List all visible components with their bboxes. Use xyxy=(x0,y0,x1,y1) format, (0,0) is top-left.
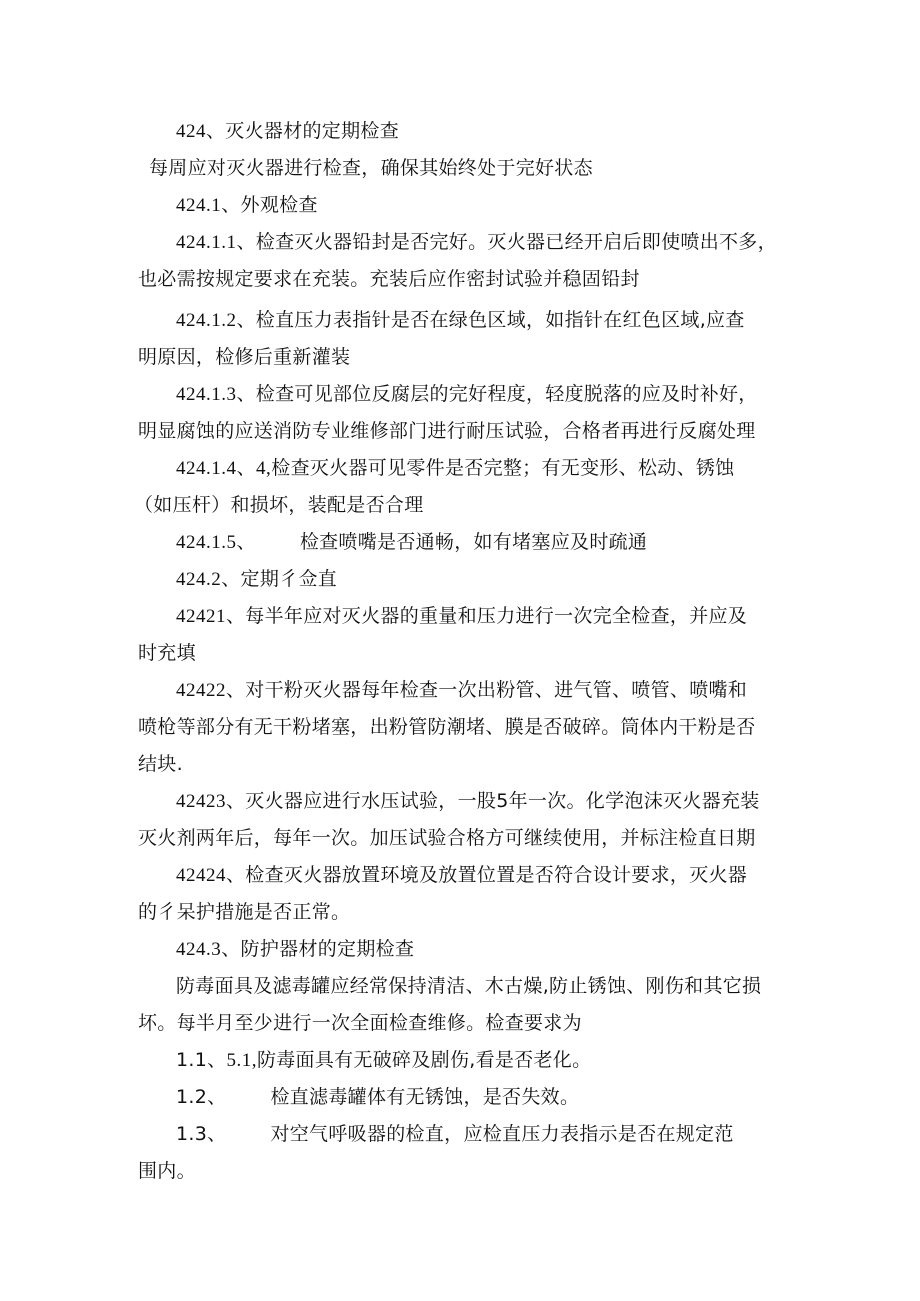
item-separator: 、 xyxy=(207,1086,227,1108)
item-42422-continued-2 xyxy=(138,751,183,777)
item-number: 42423 xyxy=(176,791,226,812)
item-1-2 xyxy=(176,1084,579,1110)
item-number: 424.1.3 xyxy=(176,384,237,405)
item-text: 检直滤毒罐体有无锈蚀，是否失效。 xyxy=(270,1086,580,1108)
item-42424 xyxy=(176,862,747,889)
item-42413 xyxy=(176,381,758,408)
item-number: 42422 xyxy=(176,680,226,701)
item-42412-continued xyxy=(138,344,350,370)
item-number: 1.1 xyxy=(176,1049,208,1071)
item-text: 检查灭火器可见零件是否完整；有无变形、松动、锈蚀 xyxy=(271,457,735,479)
item-number: 424.1.5 xyxy=(176,532,237,553)
item-number: 42421 xyxy=(176,606,226,627)
item-sub-number: 、4, xyxy=(236,458,272,479)
item-42411 xyxy=(176,229,777,256)
section-424-heading xyxy=(176,118,399,145)
item-number: 1.3 xyxy=(176,1123,208,1145)
item-42422-continued xyxy=(138,714,756,740)
item-sub-number: 5.1, xyxy=(226,1050,257,1071)
item-42422 xyxy=(176,677,747,704)
item-1-3-continued xyxy=(138,1158,196,1184)
item-42424-continued xyxy=(138,899,350,925)
item-text-cont: 时充填 xyxy=(138,642,196,664)
item-text-cont: 明原因，检修后重新灌装 xyxy=(138,346,351,368)
item-42421 xyxy=(176,603,747,630)
paragraph-text: 每周应对灭火器进行检查，确保其始终处于完好状态 xyxy=(149,157,593,179)
item-text-cont: （如压杆）和损坏，装配是否合理 xyxy=(134,494,424,516)
item-number: 424.1.2 xyxy=(176,310,237,331)
section-number: 424.3 xyxy=(176,939,222,960)
item-42413-continued xyxy=(138,418,756,444)
section-4243-heading xyxy=(176,936,414,963)
item-text: 对空气呼吸器的检直，应检直压力表指示是否在规定范 xyxy=(270,1123,734,1145)
item-42415 xyxy=(176,529,647,556)
item-42414-continued xyxy=(134,492,424,518)
item-text: 、检查灭火器放置环境及放置位置是否符合设计要求，灭火器 xyxy=(226,864,748,886)
paragraph-text-cont: 坏。每半月至少进行一次全面检查维修。检查要求为 xyxy=(138,1012,582,1034)
item-text: 、检直压力表指针是否在绿色区域，如指针在红色区域,应查 xyxy=(236,309,745,331)
section-number: 424.1 xyxy=(176,195,222,216)
item-text: 、对干粉灭火器每年检查一次出粉管、进气管、喷管、喷嘴和 xyxy=(226,679,748,701)
item-separator: 、 xyxy=(236,531,256,553)
item-text: 检查喷嘴是否通畅，如有堵塞应及时疏通 xyxy=(299,531,648,553)
item-number: 1.2 xyxy=(176,1086,208,1108)
item-text-cont: 喷枪等部分有无干粉堵塞，出粉管防潮堵、膜是否破碎。筒体内干粉是否 xyxy=(138,716,756,738)
section-title: 、防护器材的定期检查 xyxy=(221,938,415,960)
section-4241-heading xyxy=(176,192,318,219)
item-text-cont: 灭火剂两年后，每年一次。加压试验合格方可继续使用，并标注检直日期 xyxy=(138,827,756,849)
section-number: 424.2 xyxy=(176,569,222,590)
item-text-cont: 围内。 xyxy=(138,1160,196,1182)
item-text: 防毒面具有无破碎及剧伤,看是否老化。 xyxy=(256,1049,592,1071)
item-text-cont: 结块. xyxy=(138,753,183,775)
item-42423-continued xyxy=(138,825,756,851)
item-1-3 xyxy=(176,1121,734,1147)
item-42412 xyxy=(176,307,745,334)
item-number: 424.1.1 xyxy=(176,232,237,253)
item-separator: 、 xyxy=(207,1049,227,1071)
item-text-cont: 也必需按规定要求在充装。充装后应作密封试验并稳固铅封 xyxy=(138,268,640,290)
item-42421-continued xyxy=(138,640,196,666)
item-text: 、检查灭火器铅封是否完好。灭火器已经开启后即使喷出不多， xyxy=(236,231,777,253)
section-title: 、定期彳佥直 xyxy=(221,568,338,590)
item-text-cont: 明显腐蚀的应送消防专业维修部门进行耐压试验，合格者再进行反腐处理 xyxy=(138,420,756,442)
item-1-1 xyxy=(176,1047,591,1074)
paragraph-text: 防毒面具及滤毒罐应经常保持清洁、木古燥,防止锈蚀、刚伤和其它损 xyxy=(176,975,762,997)
item-text: 、检查可见部位反腐层的完好程度，轻度脱落的应及时补好， xyxy=(236,383,758,405)
item-number: 424.1.4 xyxy=(176,458,237,479)
section-title: 、灭火器材的定期检查 xyxy=(206,120,400,142)
protective-equipment-paragraph-continued xyxy=(138,1010,582,1036)
item-42423 xyxy=(176,788,760,815)
item-text-cont: 的彳呆护措施是否正常。 xyxy=(138,901,351,923)
item-separator: 、 xyxy=(207,1123,227,1145)
section-title: 、外观检查 xyxy=(221,194,318,216)
protective-equipment-paragraph xyxy=(176,973,761,999)
item-text: 、每半年应对灭火器的重量和压力进行一次完全检查，并应及 xyxy=(226,605,748,627)
section-4242-heading xyxy=(176,566,337,593)
item-42414 xyxy=(176,455,734,482)
weekly-check-paragraph xyxy=(149,155,593,181)
section-number: 424 xyxy=(176,121,206,142)
item-number: 42424 xyxy=(176,865,226,886)
item-text: 、灭火器应进行水压试验，一股5年一次。化学泡沫灭火器充装 xyxy=(226,790,760,812)
item-42411-continued xyxy=(138,266,640,292)
